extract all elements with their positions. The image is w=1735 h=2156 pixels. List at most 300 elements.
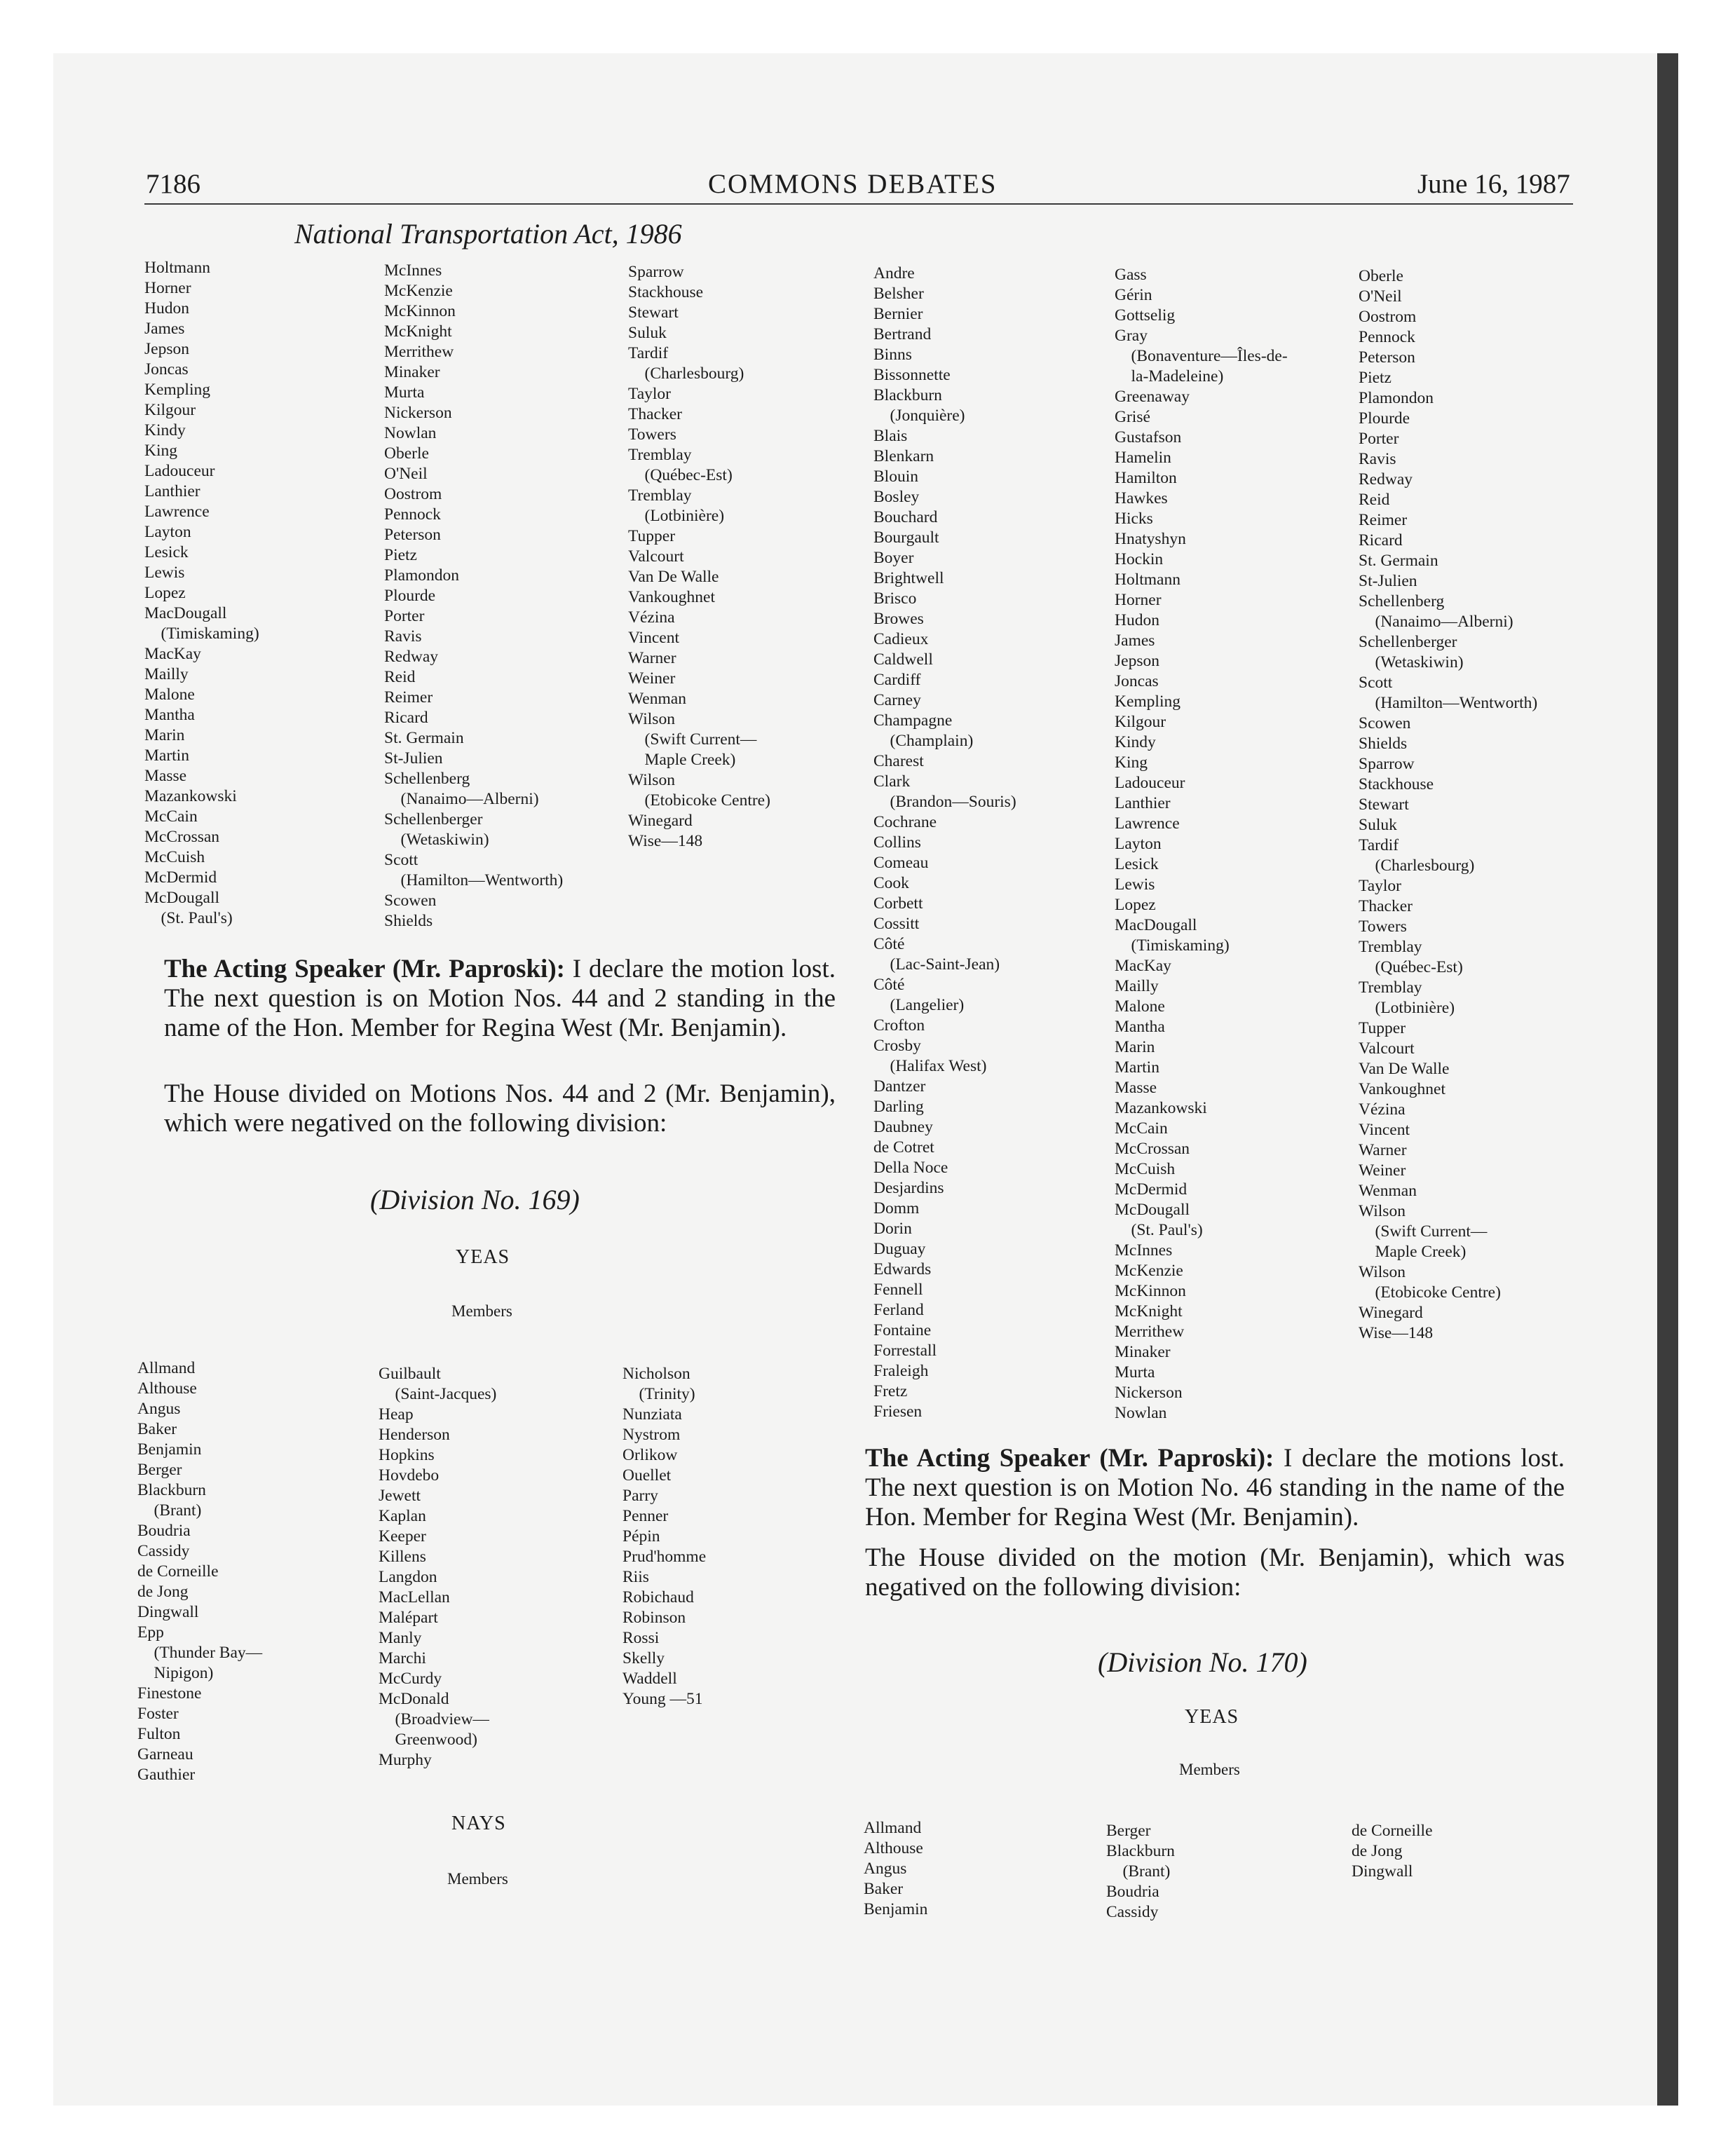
member-name: Van De Walle xyxy=(628,568,719,586)
member-name: Scott xyxy=(384,851,419,869)
member-name: Dingwall xyxy=(137,1603,199,1621)
member-name: McInnes xyxy=(1115,1241,1173,1260)
speaker-name: The Acting Speaker (Mr. Paproski): xyxy=(164,955,565,983)
member-name: Gustafson xyxy=(1115,428,1182,446)
member-name: (Lotbinière) xyxy=(1359,999,1455,1017)
member-name: Maple Creek) xyxy=(628,751,736,769)
member-name: Lewis xyxy=(144,564,185,582)
member-name: la-Madeleine) xyxy=(1115,367,1224,386)
member-name: Boudria xyxy=(1106,1883,1159,1901)
member-name: Mazankowski xyxy=(144,787,237,805)
member-name: Hudon xyxy=(144,299,189,318)
member-name: Tupper xyxy=(1359,1019,1406,1037)
member-name: Minaker xyxy=(1115,1343,1171,1361)
member-name: Waddell xyxy=(622,1670,677,1688)
member-name: Côté xyxy=(873,935,905,953)
member-name: Côté xyxy=(873,976,905,994)
member-name: Tremblay xyxy=(1359,978,1422,997)
member-name: Jepson xyxy=(144,340,189,358)
member-name: St. Germain xyxy=(384,729,464,747)
page-number: 7186 xyxy=(146,169,200,199)
member-name: Stackhouse xyxy=(628,283,704,301)
member-name: Cochrane xyxy=(873,813,937,831)
member-name: Masse xyxy=(144,767,187,785)
member-name: McCrossan xyxy=(1115,1140,1190,1158)
member-name: Riis xyxy=(622,1568,649,1586)
member-name: Angus xyxy=(864,1860,907,1878)
member-name: Comeau xyxy=(873,854,929,872)
member-name: Young —51 xyxy=(622,1690,703,1708)
member-name: Porter xyxy=(1359,430,1399,448)
members-heading: Members xyxy=(1179,1761,1240,1778)
member-name: Nickerson xyxy=(1115,1384,1183,1402)
member-name: Brightwell xyxy=(873,569,944,587)
member-name: Valcourt xyxy=(1359,1039,1415,1058)
member-name: (Charlesbourg) xyxy=(1359,857,1475,875)
member-name: Oberle xyxy=(384,444,429,463)
member-name: Holtmann xyxy=(1115,571,1181,589)
member-name: Winegard xyxy=(1359,1304,1423,1322)
member-name: Tardif xyxy=(1359,836,1399,854)
member-name: Nowlan xyxy=(1115,1404,1167,1422)
member-name: Cook xyxy=(873,874,909,892)
member-name: (Timiskaming) xyxy=(1115,936,1230,955)
member-name: Taylor xyxy=(628,385,671,403)
member-name: Wilson xyxy=(628,710,675,728)
member-name: Shields xyxy=(1359,735,1408,753)
member-name: Stewart xyxy=(628,303,679,322)
member-name: Lawrence xyxy=(144,503,210,521)
member-name: (Trinity) xyxy=(622,1385,695,1403)
member-name: Manly xyxy=(379,1629,422,1647)
name-list xyxy=(864,1818,927,1920)
member-name: McDermid xyxy=(144,868,217,887)
member-name: Schellenberger xyxy=(384,810,483,828)
member-name: Thacker xyxy=(1359,897,1413,915)
member-name: Domm xyxy=(873,1199,920,1217)
member-name: Friesen xyxy=(873,1403,923,1421)
member-name: Ravis xyxy=(1359,450,1396,468)
member-name: Hovdebo xyxy=(379,1466,440,1485)
member-name: Marin xyxy=(144,726,185,744)
member-name: Greenwood) xyxy=(379,1731,477,1749)
member-name: Della Noce xyxy=(873,1159,948,1177)
member-name: McDougall xyxy=(144,889,220,907)
member-name: Ricard xyxy=(384,709,428,727)
name-list xyxy=(873,264,1016,1422)
member-name: Joncas xyxy=(144,360,189,378)
member-name: Warner xyxy=(628,649,676,667)
member-name: McKenzie xyxy=(384,282,453,300)
member-name: McCain xyxy=(144,807,198,826)
member-name: Gass xyxy=(1115,266,1147,284)
member-name: Redway xyxy=(1359,470,1413,489)
member-name: (Nanaimo—Alberni) xyxy=(384,790,539,808)
member-name: Cossitt xyxy=(873,915,920,933)
member-name: Crosby xyxy=(873,1037,921,1055)
member-name: Blackburn xyxy=(137,1481,206,1499)
member-name: Benjamin xyxy=(137,1440,202,1459)
member-name: Nipigon) xyxy=(137,1664,214,1682)
member-name: Pietz xyxy=(1359,369,1392,387)
member-name: Finestone xyxy=(137,1684,202,1703)
member-name: Stewart xyxy=(1359,796,1409,814)
member-name: Hamelin xyxy=(1115,449,1171,467)
member-name: Hamilton xyxy=(1115,469,1177,487)
member-name: Ravis xyxy=(384,627,422,646)
member-name: Lesick xyxy=(1115,855,1159,873)
member-name: Oostrom xyxy=(384,485,442,503)
member-name: Nystrom xyxy=(622,1426,681,1444)
member-name: King xyxy=(1115,753,1148,772)
member-name: (Lac-Saint-Jean) xyxy=(873,955,1000,974)
member-name: Vankoughnet xyxy=(628,588,716,606)
member-name: O'Neil xyxy=(1359,287,1402,306)
member-name: Hawkes xyxy=(1115,489,1168,507)
member-name: Ricard xyxy=(1359,531,1403,550)
member-name: Oberle xyxy=(1359,267,1403,285)
member-name: Baker xyxy=(137,1420,177,1438)
member-name: Tardif xyxy=(628,344,669,362)
member-name: Orlikow xyxy=(622,1446,678,1464)
member-name: Plamondon xyxy=(384,566,460,585)
member-name: Vincent xyxy=(1359,1121,1410,1139)
member-name: McKnight xyxy=(384,322,452,341)
member-name: Allmand xyxy=(864,1819,922,1837)
member-name: Robichaud xyxy=(622,1588,694,1606)
member-name: de Cotret xyxy=(873,1138,934,1157)
member-name: Shields xyxy=(384,912,433,930)
member-name: Clark xyxy=(873,772,911,791)
member-name: Warner xyxy=(1359,1141,1407,1159)
member-name: Reimer xyxy=(384,688,433,707)
member-name: MacLellan xyxy=(379,1588,450,1606)
member-name: Pépin xyxy=(622,1527,660,1546)
member-name: Vézina xyxy=(1359,1100,1406,1119)
member-name: Hicks xyxy=(1115,510,1153,528)
member-name: Schellenberg xyxy=(384,770,470,788)
member-name: de Corneille xyxy=(1352,1822,1433,1840)
member-name: Holtmann xyxy=(144,259,210,277)
speaker-text: I declare the motions lost. The next question is on Motion No. 46 standing in the name of the Hon. Member for Regina West (Mr. Benjamin). xyxy=(865,1444,1565,1531)
member-name: Weiner xyxy=(1359,1161,1406,1180)
member-name: Stackhouse xyxy=(1359,775,1434,793)
member-name: MacKay xyxy=(144,645,201,663)
member-name: Pietz xyxy=(384,546,417,564)
member-name: Valcourt xyxy=(628,547,684,566)
member-name: Schellenberg xyxy=(1359,592,1445,610)
member-name: MacKay xyxy=(1115,957,1171,975)
member-name: Lopez xyxy=(144,584,186,602)
member-name: Duguay xyxy=(873,1240,926,1258)
speaker-text: I declare the motion lost. The next question is on Motion Nos. 44 and 2 standing in the name of the Hon. Member for Regina West (Mr. Benjamin). xyxy=(164,955,836,1042)
member-name: McCurdy xyxy=(379,1670,442,1688)
nays-heading: NAYS xyxy=(451,1813,506,1834)
member-name: Cardiff xyxy=(873,671,921,689)
member-name: Grisé xyxy=(1115,408,1150,426)
member-name: Cassidy xyxy=(137,1542,190,1560)
name-list xyxy=(1359,266,1537,1344)
member-name: Bouchard xyxy=(873,508,938,526)
member-name: Taylor xyxy=(1359,877,1401,895)
name-list xyxy=(1352,1821,1433,1882)
member-name: Thacker xyxy=(628,405,682,423)
speaker-paragraph xyxy=(164,955,836,1043)
member-name: Mailly xyxy=(1115,977,1159,995)
member-name: Wilson xyxy=(628,771,675,789)
member-name: Scowen xyxy=(384,892,437,910)
member-name: Crofton xyxy=(873,1016,925,1035)
member-name: de Jong xyxy=(1352,1842,1403,1860)
member-name: Keeper xyxy=(379,1527,426,1546)
member-name: McKnight xyxy=(1115,1302,1183,1321)
yeas-heading: YEAS xyxy=(1185,1706,1239,1728)
division-paragraph xyxy=(865,1543,1565,1602)
member-name: Mailly xyxy=(144,665,189,683)
member-name: Lopez xyxy=(1115,896,1156,914)
member-name: Fulton xyxy=(137,1725,181,1743)
member-name: Gauthier xyxy=(137,1766,196,1784)
member-name: Gray xyxy=(1115,327,1148,345)
member-name: Wise—148 xyxy=(628,832,703,850)
member-name: Mantha xyxy=(1115,1018,1165,1036)
member-name: Blenkarn xyxy=(873,447,934,465)
member-name: Towers xyxy=(628,425,676,444)
member-name: Plourde xyxy=(384,587,436,605)
name-list xyxy=(1115,265,1288,1424)
member-name: McKenzie xyxy=(1115,1262,1183,1280)
member-name: McDougall xyxy=(1115,1201,1190,1219)
member-name: Horner xyxy=(1115,591,1162,609)
member-name: (Wetaskiwin) xyxy=(384,831,489,849)
member-name: Cassidy xyxy=(1106,1903,1159,1921)
member-name: Redway xyxy=(384,648,439,666)
member-name: Robinson xyxy=(622,1609,686,1627)
member-name: Binns xyxy=(873,346,912,364)
member-name: St-Julien xyxy=(384,749,443,767)
member-name: Masse xyxy=(1115,1079,1157,1097)
member-name: Guilbault xyxy=(379,1365,441,1383)
member-name: Porter xyxy=(384,607,425,625)
member-name: Martin xyxy=(1115,1058,1159,1077)
member-name: Penner xyxy=(622,1507,669,1525)
member-name: Fretz xyxy=(873,1382,908,1400)
member-name: Reid xyxy=(1359,491,1390,509)
member-name: Baker xyxy=(864,1880,904,1898)
members-heading: Members xyxy=(447,1870,508,1888)
member-name: Heap xyxy=(379,1405,414,1424)
member-name: Layton xyxy=(1115,835,1162,853)
member-name: de Corneille xyxy=(137,1562,219,1581)
member-name: Wenman xyxy=(628,690,686,708)
member-name: King xyxy=(144,442,177,460)
member-name: Bernier xyxy=(873,305,923,323)
member-name: (Brant) xyxy=(137,1501,202,1520)
member-name: Nicholson xyxy=(622,1365,690,1383)
member-name: Nickerson xyxy=(384,404,452,422)
member-name: Kempling xyxy=(144,381,210,399)
name-list xyxy=(1106,1821,1175,1923)
member-name: Althouse xyxy=(864,1839,923,1857)
member-name: Hudon xyxy=(1115,611,1159,629)
member-name: Reimer xyxy=(1359,511,1408,529)
member-name: Peterson xyxy=(1359,348,1415,367)
member-name: (Broadview— xyxy=(379,1710,489,1728)
member-name: Mazankowski xyxy=(1115,1099,1207,1117)
speaker-paragraph xyxy=(865,1444,1565,1532)
member-name: Foster xyxy=(137,1705,179,1723)
member-name: Tremblay xyxy=(1359,938,1422,956)
member-name: Desjardins xyxy=(873,1179,944,1197)
member-name: Tremblay xyxy=(628,486,692,505)
member-name: Bourgault xyxy=(873,528,939,547)
member-name: (Québec-Est) xyxy=(1359,958,1463,976)
member-name: McKinnon xyxy=(384,302,456,320)
member-name: Collins xyxy=(873,833,921,852)
name-list xyxy=(628,262,770,852)
member-name: (Charlesbourg) xyxy=(628,364,744,383)
member-name: Jepson xyxy=(1115,652,1159,670)
member-name: (Langelier) xyxy=(873,996,965,1014)
member-name: Kilgour xyxy=(1115,713,1166,731)
member-name: (Brandon—Souris) xyxy=(873,793,1016,811)
member-name: Van De Walle xyxy=(1359,1060,1450,1078)
name-list xyxy=(137,1358,262,1785)
member-name: Lawrence xyxy=(1115,814,1180,833)
member-name: (Swift Current— xyxy=(628,730,757,749)
member-name: Kilgour xyxy=(144,401,196,419)
member-name: Langdon xyxy=(379,1568,437,1586)
member-name: Peterson xyxy=(384,526,441,544)
member-name: McCuish xyxy=(1115,1160,1176,1178)
member-name: Althouse xyxy=(137,1379,197,1398)
member-name: Lanthier xyxy=(1115,794,1171,812)
member-name: Cadieux xyxy=(873,630,929,648)
member-name: Browes xyxy=(873,610,924,628)
member-name: Hopkins xyxy=(379,1446,435,1464)
member-name: (Etobicoke Centre) xyxy=(628,791,770,810)
member-name: Garneau xyxy=(137,1745,193,1763)
member-name: (St. Paul's) xyxy=(1115,1221,1203,1239)
member-name: Forrestall xyxy=(873,1342,937,1360)
member-name: Dorin xyxy=(873,1220,912,1238)
name-list xyxy=(144,258,259,929)
member-name: Berger xyxy=(137,1461,182,1479)
member-name: Martin xyxy=(144,746,189,765)
speaker-name: The Acting Speaker (Mr. Paproski): xyxy=(865,1444,1274,1473)
member-name: Nunziata xyxy=(622,1405,682,1424)
member-name: Sparrow xyxy=(628,263,684,281)
division-paragraph xyxy=(164,1079,836,1138)
member-name: St-Julien xyxy=(1359,572,1417,590)
member-name: Fontaine xyxy=(873,1321,932,1339)
member-name: Daubney xyxy=(873,1118,933,1136)
member-name: Bosley xyxy=(873,488,920,506)
member-name: Malone xyxy=(1115,997,1165,1016)
member-name: Kaplan xyxy=(379,1507,426,1525)
member-name: Mantha xyxy=(144,706,195,724)
member-name: Prud'homme xyxy=(622,1548,707,1566)
member-name: Wilson xyxy=(1359,1263,1406,1281)
member-name: (Saint-Jacques) xyxy=(379,1385,497,1403)
member-name: (Lotbinière) xyxy=(628,507,725,525)
member-name: Merrithew xyxy=(384,343,454,361)
name-list xyxy=(379,1364,496,1770)
member-name: Sparrow xyxy=(1359,755,1415,773)
member-name: Bissonnette xyxy=(873,366,951,384)
member-name: (Champlain) xyxy=(873,732,974,750)
member-name: James xyxy=(144,320,185,338)
yeas-heading: YEAS xyxy=(456,1246,510,1268)
member-name: Reid xyxy=(384,668,416,686)
member-name: de Jong xyxy=(137,1583,189,1601)
member-name: Wise—148 xyxy=(1359,1324,1434,1342)
member-name: Fennell xyxy=(873,1281,923,1299)
member-name: (Québec-Est) xyxy=(628,466,733,484)
division-text: The House divided on the motion (Mr. Benjamin), which was negatived on the following division: xyxy=(865,1543,1565,1602)
page-date: June 16, 1987 xyxy=(1417,169,1570,199)
division-text: The House divided on Motions Nos. 44 and 2 (Mr. Benjamin), which were negatived on the following division: xyxy=(164,1079,836,1138)
member-name: (Nanaimo—Alberni) xyxy=(1359,613,1513,631)
member-name: Murphy xyxy=(379,1751,432,1769)
member-name: Wilson xyxy=(1359,1202,1406,1220)
member-name: Murta xyxy=(384,383,425,402)
member-name: Tupper xyxy=(628,527,676,545)
member-name: Malone xyxy=(144,685,195,704)
member-name: Allmand xyxy=(137,1359,196,1377)
member-name: Scowen xyxy=(1359,714,1411,732)
member-name: Towers xyxy=(1359,917,1407,936)
member-name: MacDougall xyxy=(144,604,227,622)
member-name: Plamondon xyxy=(1359,389,1434,407)
scan-edge xyxy=(1657,53,1678,2106)
member-name: Ouellet xyxy=(622,1466,672,1485)
division-title: (Division No. 169) xyxy=(370,1184,580,1215)
member-name: Skelly xyxy=(622,1649,665,1667)
member-name: Lesick xyxy=(144,543,189,561)
member-name: Pennock xyxy=(384,505,441,524)
member-name: Marin xyxy=(1115,1038,1155,1056)
member-name: Hnatyshyn xyxy=(1115,530,1186,548)
members-heading: Members xyxy=(451,1302,512,1320)
member-name: Killens xyxy=(379,1548,426,1566)
member-name: (Wetaskiwin) xyxy=(1359,653,1464,671)
member-name: Belsher xyxy=(873,285,924,303)
member-name: Dingwall xyxy=(1352,1862,1413,1881)
member-name: (Hamilton—Wentworth) xyxy=(1359,694,1538,712)
member-name: Oostrom xyxy=(1359,308,1417,326)
member-name: Vankoughnet xyxy=(1359,1080,1446,1098)
member-name: Gérin xyxy=(1115,286,1152,304)
member-name: Lanthier xyxy=(144,482,200,500)
member-name: (Jonquière) xyxy=(873,407,965,425)
member-name: O'Neil xyxy=(384,465,428,483)
member-name: Blais xyxy=(873,427,908,445)
member-name: (Brant) xyxy=(1106,1862,1171,1881)
member-name: Hockin xyxy=(1115,550,1164,568)
member-name: Corbett xyxy=(873,894,923,913)
member-name: Fraleigh xyxy=(873,1362,929,1380)
member-name: (Thunder Bay— xyxy=(137,1644,263,1662)
member-name: (Hamilton—Wentworth) xyxy=(384,871,564,889)
member-name: MacDougall xyxy=(1115,916,1197,934)
member-name: Andre xyxy=(873,264,915,282)
member-name: Dantzer xyxy=(873,1077,926,1096)
member-name: Wenman xyxy=(1359,1182,1417,1200)
member-name: Boudria xyxy=(137,1522,191,1540)
member-name: (Timiskaming) xyxy=(144,625,259,643)
member-name: Pennock xyxy=(1359,328,1415,346)
